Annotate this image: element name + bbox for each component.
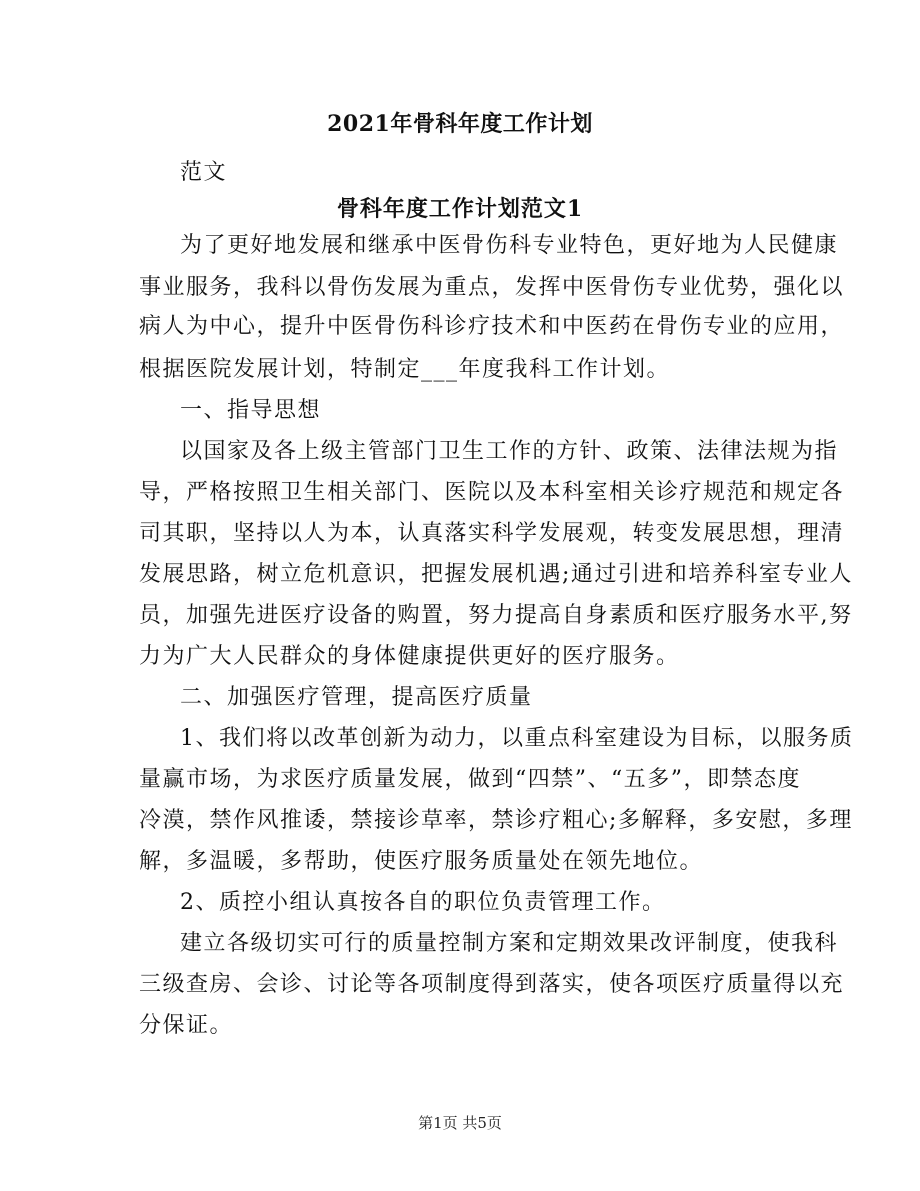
paragraph-line-4: 根据医院发展计划，特制定___年度我科工作计划。: [139, 357, 671, 382]
paragraph-line-6: 导，严格按照卫生相关部门、医院以及本科室相关诊疗规范和规定各: [139, 480, 845, 505]
paragraph-line-18: 分保证。: [139, 1013, 234, 1038]
section-heading-1: 一、指导思想: [180, 398, 322, 423]
paragraph-line-13: 冷漠，禁作风推诿，禁接诊草率，禁诊疗粗心;多解释，多安慰，多理: [139, 808, 853, 833]
paragraph-line-15: 2、质控小组认真按各自的职位负责管理工作。: [180, 890, 666, 915]
paragraph-line-8: 发展思路，树立危机意识，把握发展机遇;通过引进和培养科室专业人: [139, 562, 853, 587]
paragraph-line-5: 以国家及各上级主管部门卫生工作的方针、政策、法律法规为指: [180, 439, 839, 464]
paragraph-line-2: 事业服务，我科以骨伤发展为重点，发挥中医骨伤专业优势，强化以: [139, 275, 845, 300]
document-title: 2021年骨科年度工作计划: [327, 111, 593, 137]
page-footer: 第1页 共5页: [418, 1114, 502, 1132]
paragraph-line-9: 员，加强先进医疗设备的购置，努力提高自身素质和医疗服务水平,努: [139, 603, 853, 628]
paragraph-line-7: 司其职，坚持以人为本，认真落实科学发展观，转变发展思想，理清: [139, 521, 845, 546]
paragraph-line-1: 为了更好地发展和继承中医骨伤科专业特色，更好地为人民健康: [180, 233, 839, 258]
paragraph-line-14: 解，多温暖，多帮助，使医疗服务质量处在领先地位。: [139, 849, 704, 874]
section-heading-2: 二、加强医疗管理，提高医疗质量: [180, 685, 533, 710]
subtitle-label: 范文: [180, 160, 228, 185]
paragraph-line-3: 病人为中心，提升中医骨伤科诊疗技术和中医药在骨伤专业的应用，: [139, 314, 845, 339]
paragraph-line-11: 1、我们将以改革创新为动力，以重点科室建设为目标，以服务质: [180, 726, 854, 751]
paragraph-line-16: 建立各级切实可行的质量控制方案和定期效果改评制度，使我科: [180, 931, 839, 956]
paragraph-line-17: 三级查房、会诊、讨论等各项制度得到落实，使各项医疗质量得以充: [139, 972, 845, 997]
paragraph-line-10: 力为广大人民群众的身体健康提供更好的医疗服务。: [139, 644, 680, 669]
section-title: 骨科年度工作计划范文1: [336, 196, 584, 222]
paragraph-line-12: 量赢市场，为求医疗质量发展，做到“四禁”、“五多”，即禁态度: [139, 767, 801, 792]
